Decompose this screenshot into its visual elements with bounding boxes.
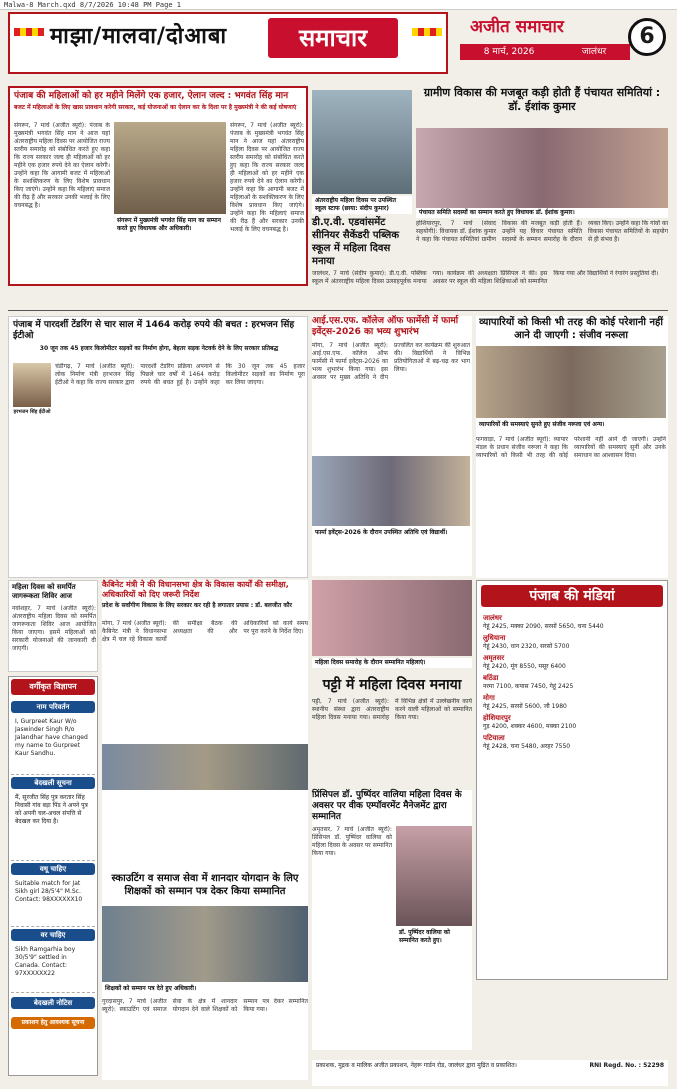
mandi-list xyxy=(483,611,663,975)
masthead-brand-block xyxy=(460,12,668,74)
story-body: मोगा, 7 मार्च (अजीत ब्यूरो): कैबिनेट मंत्री ने विधानसभा क्षेत्र में चल रहे विकास कार्यों की समीक्षा बैठक की अध्यक्षता की और अधिकारियों को कार्य समय पर पूरा करने के निर्देश दिए। xyxy=(102,620,308,643)
school-staff-photo xyxy=(312,90,412,194)
banner-ornament xyxy=(412,28,442,36)
subhead: 30 जून तक 45 हजार किलोमीटर सड़कों का निर्माण होगा, बेहतर सड़क नेटवर्क देने के लिए सरकार प्रतिबद्ध xyxy=(39,345,279,352)
classifieds-title: वर्गीकृत विज्ञापन xyxy=(11,679,95,695)
photo-caption: अंतरराष्ट्रीय महिला दिवस पर उपस्थित स्कूल स्टाफ (छाया: संदीप कुमार) xyxy=(312,196,412,214)
mandi-name: जालंधर xyxy=(483,614,502,622)
headline: स्काउटिंग व समाज सेवा में शानदार योगदान के लिए शिक्षकों को सम्मान पत्र देकर किया सम्मानित xyxy=(111,873,299,897)
classifieds-column xyxy=(8,676,98,1076)
story-body: मोगा, 7 मार्च (अजीत ब्यूरो): आई.एस.एफ. कॉलेज ऑफ फार्मेसी में फार्मा इवेंट्स-2026 का भव्य शुभारंभ किया गया। इस अवसर पर मुख्य अतिथि ने दीप प्रज्वलित कर कार्यक्रम की शुरुआत की। विद्यार्थियों ने विभिन्न प्रतियोगिताओं में बढ़-चढ़ कर भाग लिया। xyxy=(312,342,470,381)
photo-caption: पंचायत समिति सदस्यों का सम्मान करते हुए विधायक डॉ. ईशांक कुमार। xyxy=(416,208,668,218)
photo-caption: संगरूर में मुख्यमंत्री भगवंत सिंह मान का सम्मान करते हुए विधायक और अधिकारी। xyxy=(114,216,226,234)
story-photo xyxy=(312,580,472,656)
subhead: बजट में महिलाओं के लिए खास प्रावधान करेगी सरकार, कई योजनाओं का ऐलान कर के दिशा पर है मुख्यमंत्री ने की कई घोषणाएं xyxy=(14,104,297,111)
portrait-photo xyxy=(13,363,51,407)
headline: आई.एस.एफ. कॉलेज ऑफ फार्मेसी में फार्मा इवेंट्स-2026 का भव्य शुभारंभ xyxy=(312,316,459,337)
missing-header: बेदखली सूचना xyxy=(11,777,95,789)
classified-ad: मैं, सुरजीत सिंह पुत्र करतार सिंह निवासी गांव बड़ा पिंड ने अपने पुत्र को अपनी चल-अचल संपत्ति से बेदखल कर दिया है। xyxy=(11,791,95,861)
mandi-name: होशियारपुर xyxy=(483,714,511,722)
headline: कैबिनेट मंत्री ने की विधानसभा क्षेत्र के विकास कार्यों की समीक्षा, अधिकारियों को दिए जरूरी निर्देश xyxy=(102,580,289,599)
imprint-text: प्रकाशक, मुद्रक व मालिक अजीत प्रकाशन, नेहरू गार्डन रोड, जालंधर द्वारा मुद्रित व प्रकाशित। xyxy=(316,1062,517,1069)
story-photo xyxy=(416,128,668,208)
story-body: नवांशहर, 7 मार्च (अजीत ब्यूरो): अंतरराष्ट्रीय महिला दिवस को समर्पित जागरूकता शिविर आज आयोजित किया जाएगा। इसमें महिलाओं को सरकारी योजनाओं की जानकारी दी जाएगी। xyxy=(12,605,96,652)
story-body: चंडीगढ़, 7 मार्च (अजीत ब्यूरो): लोक निर्माण मंत्री हरभजन सिंह ईटीओ ने कहा कि राज्य सरकार द्वारा पारदर्शी टेंडरिंग प्रक्रिया अपनाने से पिछले चार वर्षों में 1464 करोड़ रुपये की बचत हुई है। उन्होंने कहा कि 30 जून तक 45 हजार किलोमीटर सड़कों का निर्माण पूरा कर लिया जाएगा। xyxy=(55,363,305,386)
mandi-title: पंजाब की मंडियां xyxy=(481,585,663,607)
page-number: 6 xyxy=(628,18,666,56)
headline: पंजाब की महिलाओं को हर महीने मिलेंगे एक हजार, ऐलान जल्द : भगवंत सिंह मान xyxy=(14,91,289,101)
divider xyxy=(8,226,308,227)
photo-caption: डॉ. पुष्पिंदर वालिया को सम्मानित करते हुए। xyxy=(396,928,472,946)
story-body: गुरदासपुर, 7 मार्च (अजीत ब्यूरो): स्काउटिंग एवं समाज सेवा के क्षेत्र में शानदार योगदान देने वाले शिक्षकों को सम्मान पत्र देकर सम्मानित किया गया। xyxy=(102,998,308,1013)
story-body: अमृतसर, 7 मार्च (अजीत ब्यूरो): प्रिंसिपल डॉ. पुष्पिंदर वालिया को महिला दिवस के अवसर पर सम्मानित किया गया। xyxy=(312,826,392,857)
story-body: पट्टी, 7 मार्च (अजीत ब्यूरो): स्थानीय संस्था द्वारा अंतरराष्ट्रीय महिला दिवस मनाया गया। समारोह में विभिन्न क्षेत्रों में उल्लेखनीय कार्य करने वाली महिलाओं को सम्मानित किया गया। xyxy=(312,698,472,721)
story-scouting-teachers xyxy=(102,790,308,1080)
banner-ornament xyxy=(14,28,44,36)
headline: महिला दिवस को समर्पित जागरूकता शिविर आज xyxy=(12,583,76,600)
story-photo xyxy=(114,122,226,214)
story-photo xyxy=(476,346,666,418)
headline: ग्रामीण विकास की मजबूत कड़ी होती हैं पंचायत समितियां : डॉ. ईशांक कुमार xyxy=(423,86,661,113)
masthead-title-left: माझा/मालवा/दोआबा xyxy=(50,24,228,49)
mandi-rates: गुड़ 4200, शक्कर 4600, मक्का 2100 xyxy=(483,723,577,730)
story-body: जालंधर, 7 मार्च (संदीप कुमार): डी.ए.वी. पब्लिक स्कूल में अंतरराष्ट्रीय महिला दिवस उत्साहपूर्वक मनाया गया। कार्यक्रम की अध्यक्षता प्रिंसिपल ने की। इस अवसर पर स्कूल की महिला शिक्षिकाओं को सम्मानित किया गया और विद्यार्थियों ने रंगारंग प्रस्तुतियां दीं। xyxy=(312,270,659,285)
headline: डी.ए.वी. एडवांसमेंट सीनियर सैकेंडरी पब्लिक स्कूल में महिला दिवस मनाया xyxy=(312,217,400,267)
subhead: प्रदेश के सर्वांगीण विकास के लिए सरकार कर रही है लगातार प्रयास : डॉ. बलजीत कौर xyxy=(102,602,292,609)
mandi-rates: गेहूं 2425, मक्का 2090, सरसों 5650, चना 5440 xyxy=(483,623,604,630)
mandi-name: बठिंडा xyxy=(483,674,499,682)
mandi-name: अमृतसर xyxy=(483,654,505,662)
dateline xyxy=(460,44,630,60)
issue-city: जालंधर xyxy=(581,47,607,57)
mandi-rates: गेहूं 2425, सरसों 5600, जौ 1980 xyxy=(483,703,567,710)
name-change-header: नाम परिवर्तन xyxy=(11,701,95,713)
masthead-banner xyxy=(8,12,448,74)
story-principal-honour xyxy=(312,790,472,1050)
story-body-continued: संगरूर, 7 मार्च (अजीत ब्यूरो): पंजाब के मुख्यमंत्री भगवंत सिंह मान ने आज यहां अंतरराष्ट्रीय महिला दिवस पर आयोजित राज्य स्तरीय समारोह को संबोधित करते हुए कहा कि राज्य सरकार जल्द ही महिलाओं को हर महीने एक हजार रुपये देने का ऐलान करेगी। उन्होंने कहा कि आगामी बजट में महिलाओं के सशक्तिकरण के लिए विशेष प्रावधान किए जाएंगे। उन्होंने कहा कि महिलाएं समाज की रीढ़ हैं और सरकार उनकी भलाई के लिए वचनबद्ध है। xyxy=(230,122,304,233)
story-photo xyxy=(102,906,308,982)
photo-caption: महिला दिवस समारोह के दौरान सम्मानित महिलाएं। xyxy=(312,658,472,668)
story-traders xyxy=(476,316,668,578)
mandi-rates: गेहूं 2430, धान 2320, सरसों 5700 xyxy=(483,643,570,650)
classified-ad: I, Gurpreet Kaur W/o Jaswinder Singh R/o Jalandhar have changed my name to Gurpreet Kaur Sandhu. xyxy=(11,715,95,775)
classified-ad: Sikh Ramgarhia boy 30/5'9" settled in Canada. Contact: 97XXXXXX22 xyxy=(11,943,95,993)
mandi-name: मोगा xyxy=(483,694,495,702)
masthead xyxy=(8,12,668,74)
story-panchayat-headline-block xyxy=(416,86,668,126)
mandi-rates: गेहूं 2420, मूंग 8550, मसूर 6400 xyxy=(483,663,566,670)
photo-caption: व्यापारियों की समस्याएं सुनते हुए संजीव नरूला एवं अन्य। xyxy=(476,420,666,430)
story-photo xyxy=(396,826,472,926)
mandi-name: पटियाला xyxy=(483,734,505,742)
story-tendering-savings xyxy=(8,316,308,578)
mandi-rates: गेहूं 2428, चना 5480, अरहर 7550 xyxy=(483,743,571,750)
story-photo xyxy=(312,456,470,526)
page-slug: Malwa-8 March.qxd 8/7/2026 10:48 PM Page 1 xyxy=(0,0,677,10)
mandi-rates-box xyxy=(476,580,668,980)
issue-date: 8 मार्च, 2026 xyxy=(483,47,535,57)
imprint-line xyxy=(312,1060,668,1086)
classified-ad: Suitable match for Jat Sikh girl 28/5'4" M.Sc. Contact: 98XXXXXX10 xyxy=(11,877,95,927)
headline: पट्टी में महिला दिवस मनाया xyxy=(322,677,462,693)
masthead-title-right: समाचार xyxy=(268,18,398,58)
divider xyxy=(8,310,668,311)
newspaper-brand: अजीत समाचार xyxy=(470,17,564,37)
headline: पंजाब में पारदर्शी टेंडरिंग से चार साल में 1464 करोड़ रुपये की बचत : हरभजन सिंह ईटीओ xyxy=(13,320,295,341)
portrait-caption: हरभजन सिंह ईटीओ xyxy=(13,409,51,415)
publication-header: प्रकाशन हेतु आवश्यक सूचना xyxy=(11,1017,95,1029)
notice-header: बेदखली नोटिस xyxy=(11,997,95,1009)
mandi-name: लुधियाना xyxy=(483,634,506,642)
photo-caption: फार्मा इवेंट्स-2026 के दौरान उपस्थित अतिथि एवं विद्यार्थी। xyxy=(312,528,470,538)
story-cm-announcement xyxy=(8,86,308,286)
photo-caption: शिक्षकों को सम्मान पत्र देते हुए अधिकारी। xyxy=(102,984,308,994)
groom-wanted-header: वर चाहिए xyxy=(11,929,95,941)
story-pharma-events xyxy=(312,316,472,576)
story-body: फगवाड़ा, 7 मार्च (अजीत ब्यूरो): व्यापार मंडल के प्रधान संजीव नरूला ने कहा कि व्यापारियों को किसी भी तरह की कोई परेशानी नहीं आने दी जाएगी। उन्होंने व्यापारियों की समस्याएं सुनीं और उनके समाधान का आश्वासन दिया। xyxy=(476,436,666,459)
bride-wanted-header: वधू चाहिए xyxy=(11,863,95,875)
rni-number: RNI Regd. No. : 52298 xyxy=(589,1062,664,1069)
story-body: होशियारपुर, 7 मार्च (संवाद सहयोगी): विधायक डॉ. ईशांक कुमार ने कहा कि पंचायत समितियां ग्रामीण विकास की मजबूत कड़ी होती हैं। उन्होंने यह विचार पंचायत समिति सदस्यों के सम्मान समारोह के दौरान व्यक्त किए। उन्होंने कहा कि गांवों का विकास पंचायत समितियों के सहयोग से ही संभव है। xyxy=(416,220,668,243)
headline: व्यापारियों को किसी भी तरह की कोई परेशानी नहीं आने दी जाएगी : संजीव नरूला xyxy=(479,317,663,341)
story-body: संगरूर, 7 मार्च (अजीत ब्यूरो): पंजाब के मुख्यमंत्री भगवंत सिंह मान ने आज यहां अंतरराष्ट्रीय महिला दिवस पर आयोजित राज्य स्तरीय समारोह को संबोधित करते हुए कहा कि राज्य सरकार जल्द ही महिलाओं को हर महीने एक हजार रुपये देने का ऐलान करेगी। उन्होंने कहा कि आगामी बजट में महिलाओं के सशक्तिकरण के लिए विशेष प्रावधान किए जाएंगे। उन्होंने कहा कि महिलाएं समाज की रीढ़ हैं और सरकार उनकी भलाई के लिए वचनबद्ध है। xyxy=(14,122,110,209)
story-awareness-camp xyxy=(8,580,98,672)
mandi-rates: नरमा 7100, कपास 7450, गेहूं 2425 xyxy=(483,683,574,690)
headline: प्रिंसिपल डॉ. पुष्पिंदर वालिया महिला दिवस के अवसर पर वीक एम्पॉवरमेंट मैनेजमेंट द्वारा सम्मानित xyxy=(312,790,462,822)
